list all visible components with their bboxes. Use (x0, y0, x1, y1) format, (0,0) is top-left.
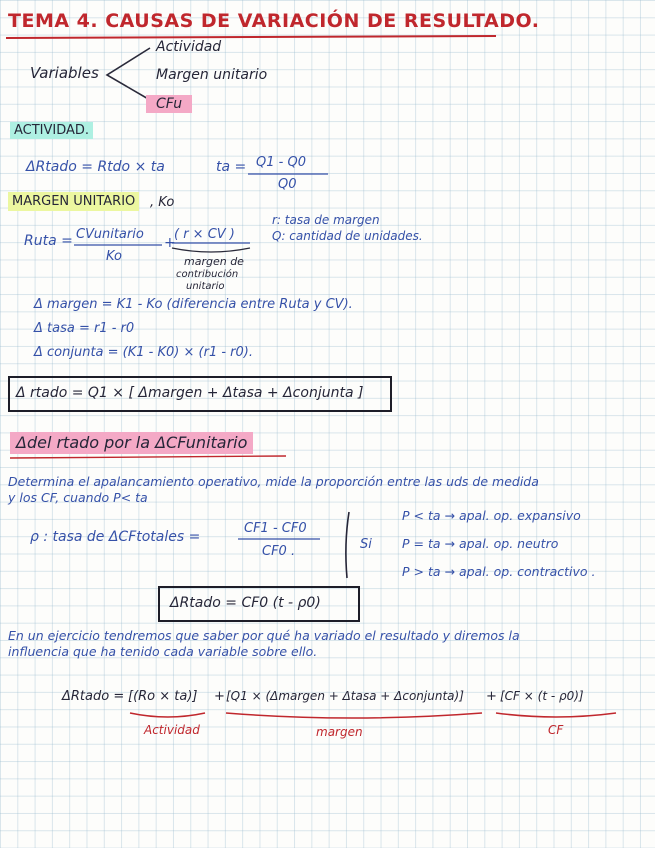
case-neutro: P = ta → apal. op. neutro (402, 536, 559, 551)
variable-item-margen: Margen unitario (156, 67, 268, 83)
margen-boxed-formula-text: Δ rtado = Q1 × [ Δmargen + Δtasa + Δconjunta ] (16, 385, 364, 401)
conclusion-label-cf: CF (548, 723, 564, 737)
margen-underline (226, 713, 482, 718)
margen-heading-suffix: , Ko (150, 195, 175, 210)
conclusion-label-margen: margen (316, 725, 363, 739)
conclusion-plus-2: + (486, 689, 497, 704)
ruta-note-1: margen de (184, 255, 244, 268)
delta-margen: Δ margen = K1 - Ko (diferencia entre Ruta y CV). (34, 297, 353, 312)
margen-heading: MARGEN UNITARIO (8, 192, 139, 211)
cfu-boxed-formula-text: ΔRtado = CF0 (t - ρ0) (170, 595, 321, 611)
rho-brace (346, 512, 349, 578)
rho-lhs: ρ : tasa de ΔCFtotales = (30, 529, 201, 545)
ruta-lhs: Ruta = (24, 233, 73, 249)
conclusion-term-actividad: [(Ro × ta)] (128, 689, 198, 704)
title-underline (6, 36, 496, 38)
case-expansivo: P < ta → apal. op. expansivo (402, 508, 581, 523)
cf-underline (496, 713, 616, 717)
variables-brace (107, 48, 150, 100)
delta-conjunta: Δ conjunta = (K1 - K0) × (r1 - r0). (34, 345, 253, 360)
rho-numerator: CF1 - CF0 (244, 521, 307, 536)
cfu-heading: Δdel rtado por la ΔCFunitario (10, 432, 253, 454)
ruta-note-2: contribución (176, 269, 239, 280)
cfu-boxed-formula (158, 586, 360, 622)
cfu-intro-line-1: Determina el apalancamiento operativo, mide la proporción entre las uds de medida (8, 474, 539, 489)
conclusion-label-actividad: Actividad (144, 723, 200, 737)
conclusion-term-margen: [Q1 × (Δmargen + Δtasa + Δconjunta)] (226, 689, 464, 703)
rho-denominator: CF0 . (262, 544, 296, 559)
variable-item-actividad: Actividad (156, 39, 222, 55)
ruta-brace (172, 248, 250, 252)
case-contractivo: P > ta → apal. op. contractivo . (402, 564, 596, 579)
actividad-underline (130, 713, 205, 717)
conclusion-line-1: En un ejercicio tendremos que saber por qué ha variado el resultado y diremos la (8, 628, 520, 643)
ta-denominator: Q0 (278, 177, 297, 192)
variables-label: Variables (30, 64, 99, 82)
variable-item-cfu: CFu (146, 95, 192, 113)
margen-note-q: Q: cantidad de unidades. (272, 229, 423, 243)
ruta-denominator: Ko (106, 249, 123, 264)
ruta-note-3: unitario (186, 281, 225, 292)
margen-boxed-formula (8, 376, 392, 412)
ruta-term: ( r × CV ) (174, 227, 235, 242)
ruta-numerator: CVunitario (76, 227, 144, 242)
si-label: Si (360, 537, 372, 552)
actividad-formula: ΔRtado = Rtdo × ta (26, 159, 165, 175)
page-title: TEMA 4. CAUSAS DE VARIACIÓN DE RESULTADO. (8, 10, 540, 32)
conclusion-lhs: ΔRtado = (62, 689, 125, 704)
cfu-intro-line-2: y los CF, cuando P< ta (8, 490, 148, 505)
ta-lhs: ta = (216, 159, 247, 175)
delta-tasa: Δ tasa = r1 - r0 (34, 321, 135, 336)
margen-note-r: r: tasa de margen (272, 213, 380, 227)
actividad-heading: ACTIVIDAD. (10, 122, 93, 139)
ruta-plus: + (164, 235, 176, 251)
conclusion-term-cf: [CF × (t - ρ0)] (500, 689, 584, 703)
ta-numerator: Q1 - Q0 (256, 155, 306, 170)
conclusion-plus-1: + (214, 689, 225, 704)
cfu-heading-underline (10, 456, 286, 458)
conclusion-line-2: influencia que ha tenido cada variable sobre ello. (8, 644, 318, 659)
